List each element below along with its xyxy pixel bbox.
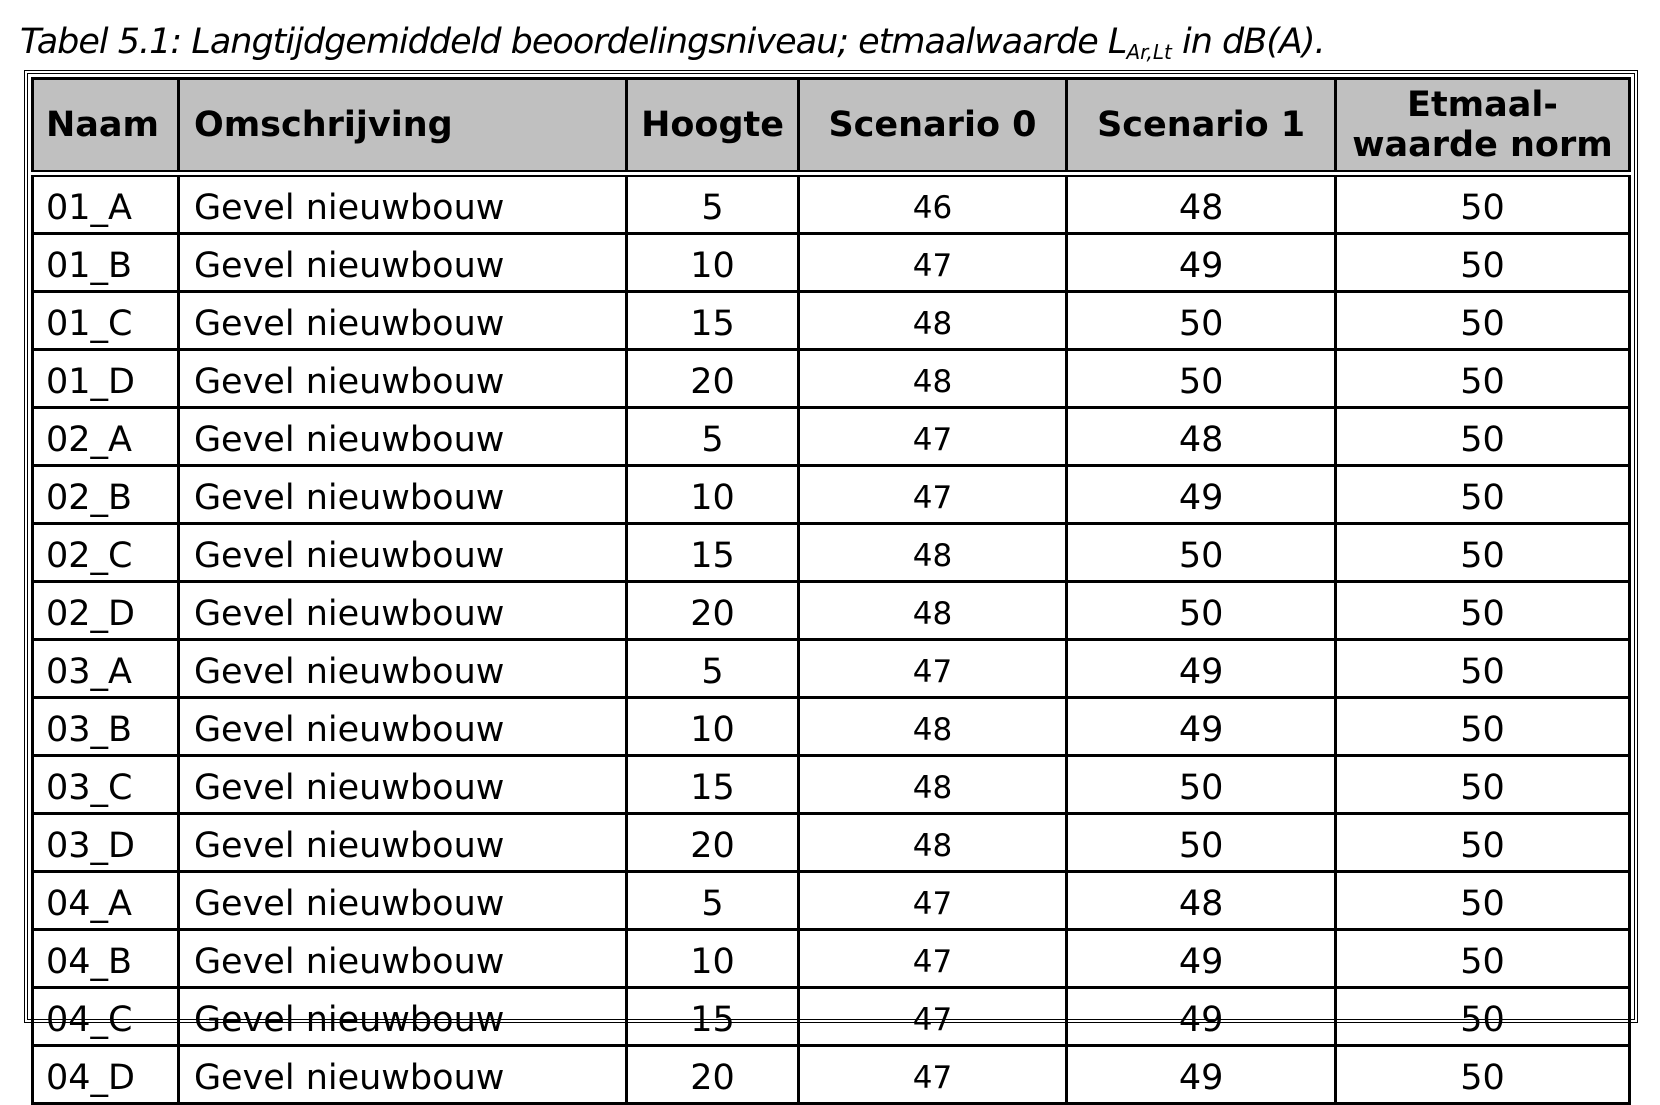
cell-omschrijving: Gevel nieuwbouw [178,698,626,756]
header-naam: Naam [33,79,179,174]
table-row [33,988,1630,1046]
table-row [33,582,1630,640]
cell-naam: 01_B [33,234,179,292]
cell-omschrijving: Gevel nieuwbouw [178,466,626,524]
header-scenario-1: Scenario 1 [1067,79,1336,174]
cell-scenario-1: 50 [1067,292,1336,350]
table-row [33,524,1630,582]
cell-scenario-1: 49 [1067,1046,1336,1104]
cell-omschrijving: Gevel nieuwbouw [178,930,626,988]
table-body [33,174,1630,1104]
table-header [33,79,1630,174]
cell-hoogte: 10 [627,234,798,292]
cell-scenario-0: 48 [798,698,1067,756]
caption-suffix: in dB(A). [1171,22,1325,62]
cell-norm: 50 [1335,640,1629,698]
table-row [33,640,1630,698]
cell-omschrijving: Gevel nieuwbouw [178,756,626,814]
cell-naam: 03_C [33,756,179,814]
cell-scenario-0: 47 [798,988,1067,1046]
table-row [33,1046,1630,1104]
cell-omschrijving: Gevel nieuwbouw [178,582,626,640]
cell-scenario-0: 46 [798,174,1067,234]
cell-naam: 04_D [33,1046,179,1104]
cell-omschrijving: Gevel nieuwbouw [178,988,626,1046]
table-row [33,872,1630,930]
cell-hoogte: 5 [627,174,798,234]
cell-hoogte: 15 [627,292,798,350]
table-row [33,756,1630,814]
cell-omschrijving: Gevel nieuwbouw [178,1046,626,1104]
cell-scenario-1: 50 [1067,350,1336,408]
cell-scenario-0: 48 [798,582,1067,640]
cell-scenario-0: 47 [798,640,1067,698]
table-caption [20,22,1325,72]
cell-omschrijving: Gevel nieuwbouw [178,350,626,408]
cell-norm: 50 [1335,234,1629,292]
cell-norm: 50 [1335,174,1629,234]
cell-scenario-0: 47 [798,872,1067,930]
cell-scenario-0: 47 [798,930,1067,988]
cell-scenario-1: 48 [1067,408,1336,466]
cell-norm: 50 [1335,466,1629,524]
table-row [33,350,1630,408]
cell-naam: 01_A [33,174,179,234]
cell-naam: 03_B [33,698,179,756]
cell-naam: 03_D [33,814,179,872]
header-etmaalwaarde-norm [1335,79,1629,174]
cell-norm: 50 [1335,1046,1629,1104]
cell-scenario-1: 50 [1067,582,1336,640]
cell-scenario-1: 49 [1067,988,1336,1046]
table-row [33,292,1630,350]
cell-scenario-1: 49 [1067,930,1336,988]
cell-hoogte: 20 [627,814,798,872]
cell-hoogte: 15 [627,524,798,582]
cell-scenario-0: 48 [798,756,1067,814]
cell-omschrijving: Gevel nieuwbouw [178,292,626,350]
cell-omschrijving: Gevel nieuwbouw [178,408,626,466]
cell-scenario-1: 50 [1067,814,1336,872]
cell-naam: 02_D [33,582,179,640]
table-row [33,174,1630,234]
cell-norm: 50 [1335,350,1629,408]
header-omschrijving: Omschrijving [178,79,626,174]
cell-naam: 04_A [33,872,179,930]
cell-scenario-0: 48 [798,350,1067,408]
cell-naam: 03_A [33,640,179,698]
cell-omschrijving: Gevel nieuwbouw [178,524,626,582]
cell-scenario-0: 48 [798,292,1067,350]
cell-omschrijving: Gevel nieuwbouw [178,640,626,698]
header-norm-line-1: Etmaal- [1407,85,1558,125]
table-row [33,234,1630,292]
cell-naam: 02_A [33,408,179,466]
cell-scenario-1: 48 [1067,174,1336,234]
cell-hoogte: 15 [627,988,798,1046]
cell-scenario-0: 48 [798,524,1067,582]
cell-norm: 50 [1335,292,1629,350]
cell-hoogte: 20 [627,1046,798,1104]
cell-norm: 50 [1335,872,1629,930]
cell-hoogte: 15 [627,756,798,814]
table-row [33,408,1630,466]
cell-omschrijving: Gevel nieuwbouw [178,872,626,930]
header-norm-line-2: waarde norm [1352,125,1613,165]
cell-omschrijving: Gevel nieuwbouw [178,174,626,234]
header-hoogte: Hoogte [627,79,798,174]
cell-naam: 02_C [33,524,179,582]
cell-scenario-0: 47 [798,466,1067,524]
table-row [33,814,1630,872]
cell-scenario-0: 47 [798,1046,1067,1104]
cell-hoogte: 20 [627,582,798,640]
cell-norm: 50 [1335,814,1629,872]
cell-scenario-1: 49 [1067,234,1336,292]
header-scenario-0: Scenario 0 [798,79,1067,174]
cell-scenario-1: 50 [1067,524,1336,582]
cell-norm: 50 [1335,698,1629,756]
cell-scenario-1: 49 [1067,698,1336,756]
cell-omschrijving: Gevel nieuwbouw [178,234,626,292]
cell-hoogte: 5 [627,640,798,698]
cell-scenario-1: 50 [1067,756,1336,814]
cell-scenario-1: 49 [1067,466,1336,524]
cell-norm: 50 [1335,930,1629,988]
cell-scenario-0: 48 [798,814,1067,872]
cell-norm: 50 [1335,756,1629,814]
cell-scenario-1: 49 [1067,640,1336,698]
cell-hoogte: 5 [627,872,798,930]
table-row [33,930,1630,988]
cell-norm: 50 [1335,988,1629,1046]
cell-naam: 02_B [33,466,179,524]
header-row [33,79,1630,174]
cell-norm: 50 [1335,582,1629,640]
cell-hoogte: 10 [627,466,798,524]
table-row [33,698,1630,756]
cell-norm: 50 [1335,524,1629,582]
cell-naam: 04_C [33,988,179,1046]
caption-text: Tabel 5.1: Langtijdgemiddeld beoordelingsniveau; etmaalwaarde L [20,22,1127,62]
cell-norm: 50 [1335,408,1629,466]
results-table-frame [24,70,1638,1098]
cell-scenario-1: 48 [1067,872,1336,930]
cell-naam: 01_C [33,292,179,350]
cell-scenario-0: 47 [798,234,1067,292]
cell-naam: 01_D [33,350,179,408]
cell-hoogte: 5 [627,408,798,466]
caption-subscript: Ar,Lt [1126,40,1172,64]
cell-scenario-0: 47 [798,408,1067,466]
cell-omschrijving: Gevel nieuwbouw [178,814,626,872]
cell-naam: 04_B [33,930,179,988]
cell-hoogte: 20 [627,350,798,408]
cell-hoogte: 10 [627,930,798,988]
results-table [31,77,1631,1105]
table-row [33,466,1630,524]
cell-hoogte: 10 [627,698,798,756]
